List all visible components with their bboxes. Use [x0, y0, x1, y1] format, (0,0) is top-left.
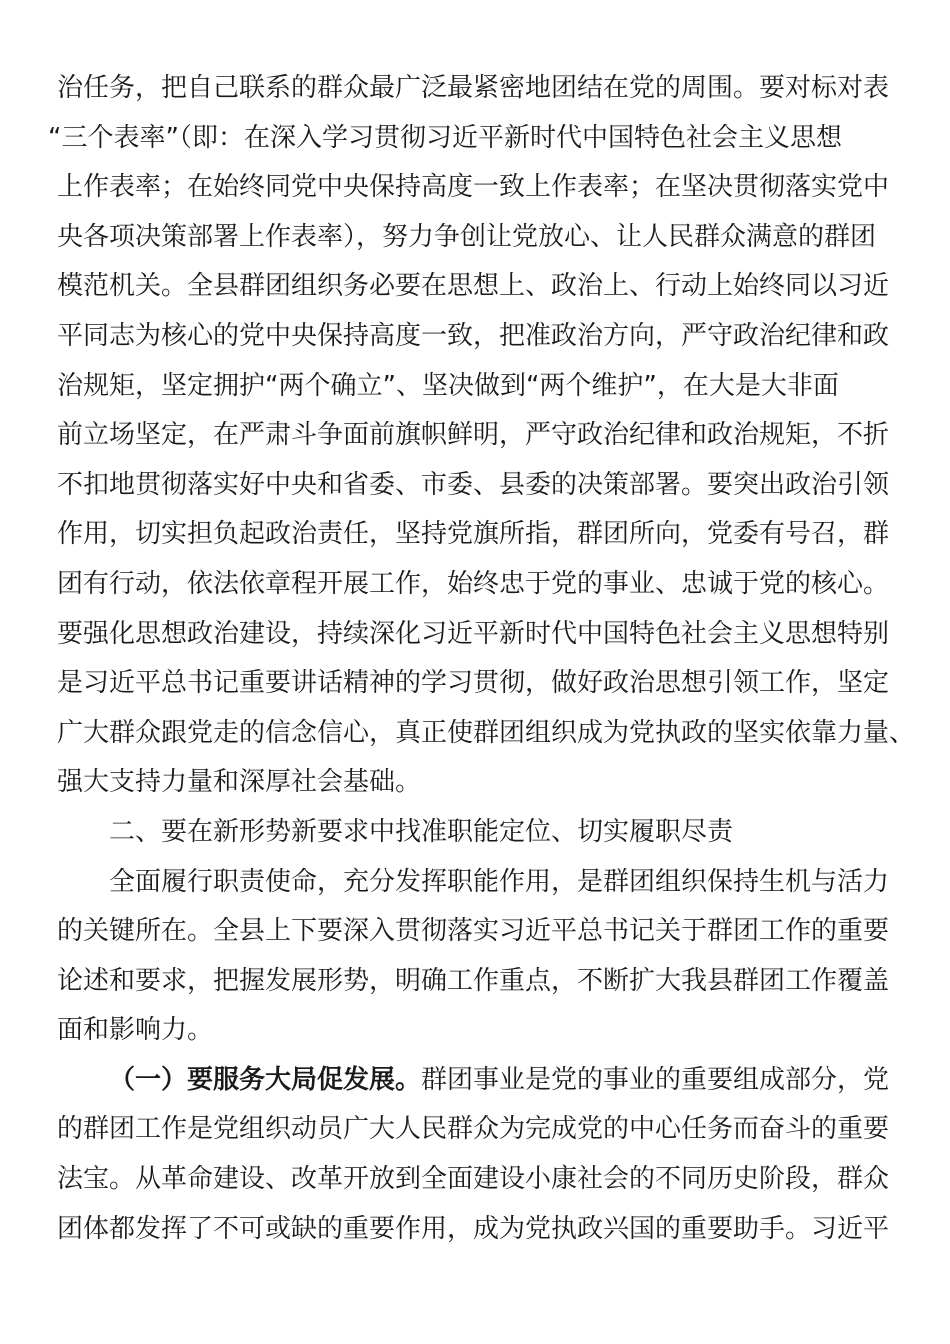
subsection-first-line: 群团事业是党的事业的重要组成部分，党 [421, 1064, 890, 1095]
document-page [48, 64, 916, 1254]
paragraph-subsection [57, 1056, 890, 1254]
text-line: 的群团工作是党组织动员广大人民群众为完成党的中心任务而奋斗的重要 [57, 1114, 890, 1145]
section-heading [57, 808, 877, 858]
text-line: 强大支持力量和深厚社会基础。 [57, 767, 422, 798]
text-line: 前立场坚定，在严肃斗争面前旗帜鲜明，严守政治纪律和政治规矩，不折 [57, 420, 890, 451]
text-line: 治任务，把自己联系的群众最广泛最紧密地团结在党的周围。要对标对表 [57, 73, 890, 103]
paragraph-indented [57, 858, 890, 1056]
text-line: 央各项决策部署上作表率），努力争创让党放心、让人民群众满意的群团 [57, 221, 877, 252]
text-line: 平同志为核心的党中央保持高度一致，把准政治方向，严守政治纪律和政 [57, 320, 890, 351]
text-line: 面和影响力。 [57, 1015, 214, 1046]
text-line: 全面履行职责使命，充分发挥职能作用，是群团组织保持生机与活力 [109, 866, 890, 897]
text-line: 团有行动，依法依章程开展工作，始终忠于党的事业、忠诚于党的核心。 [57, 568, 890, 599]
text-line: 是习近平总书记重要讲话精神的学习贯彻，做好政治思想引领工作，坚定 [57, 668, 890, 699]
paragraph-continuation [48, 64, 916, 808]
text-line: 作用，切实担负起政治责任，坚持党旗所指，群团所向，党委有号召，群 [57, 519, 890, 550]
section-heading-text: 二、要在新形势新要求中找准职能定位、切实履职尽责 [109, 816, 734, 847]
text-line [57, 1056, 890, 1106]
text-line: “三个表率”（即：在深入学习贯彻习近平新时代中国特色社会主义思想 [48, 122, 842, 153]
text-line: 上作表率；在始终同党中央保持高度一致上作表率；在坚决贯彻落实党中 [57, 172, 890, 203]
text-line: 广大群众跟党走的信念信心，真正使群团组织成为党执政的坚实依靠力量、 [57, 717, 916, 748]
text-line: 团体都发挥了不可或缺的重要作用，成为党执政兴国的重要助手。习近平 [57, 1213, 890, 1244]
text-line: 法宝。从革命建设、改革开放到全面建设小康社会的不同历史阶段，群众 [57, 1164, 890, 1195]
subsection-title: （一）要服务大局促发展。 [109, 1064, 422, 1095]
text-line: 不扣地贯彻落实好中央和省委、市委、县委的决策部署。要突出政治引领 [57, 469, 890, 500]
text-line: 的关键所在。全县上下要深入贯彻落实习近平总书记关于群团工作的重要 [57, 916, 890, 947]
text-line: 模范机关。全县群团组织务必要在思想上、政治上、行动上始终同以习近 [57, 271, 890, 302]
text-line: 治规矩，坚定拥护“两个确立”、坚决做到“两个维护”，在大是大非面 [57, 370, 839, 401]
text-line: 论述和要求，把握发展形势，明确工作重点，不断扩大我县群团工作覆盖 [57, 965, 890, 996]
text-line: 要强化思想政治建设，持续深化习近平新时代中国特色社会主义思想特别 [57, 618, 890, 649]
